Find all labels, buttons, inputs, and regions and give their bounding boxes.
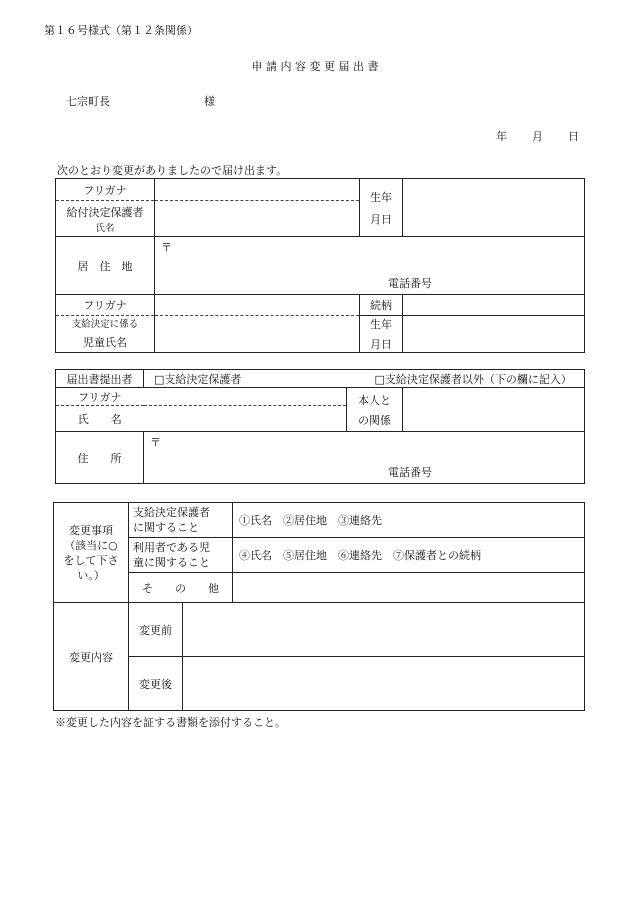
submitter-address-field[interactable] bbox=[144, 432, 585, 484]
guardian-furigana-field[interactable] bbox=[155, 179, 360, 201]
change-content-label: 変更内容 bbox=[54, 603, 129, 711]
guardian-name-field[interactable] bbox=[155, 201, 360, 237]
submitter-postal-mark: 〒 bbox=[150, 436, 161, 449]
submitter-label: 届出書提出者 bbox=[56, 370, 144, 388]
guardian-birth-field[interactable] bbox=[403, 179, 585, 237]
before-label: 変更前 bbox=[129, 603, 183, 657]
submitter-table bbox=[55, 369, 585, 484]
footnote: ※変更した内容を証する書類を添付すること。 bbox=[55, 716, 286, 729]
other-field[interactable] bbox=[233, 573, 585, 603]
submitter-furigana-label: フリガナ bbox=[56, 388, 144, 406]
submitter-furigana-field[interactable] bbox=[144, 388, 347, 406]
submitter-phone-label: 電話番号 bbox=[388, 466, 432, 479]
after-label: 変更後 bbox=[129, 657, 183, 711]
date-month: 月 bbox=[532, 130, 543, 143]
guardian-related-label: 支給決定保護者 に関すること bbox=[129, 503, 233, 538]
submitter-name-field[interactable] bbox=[144, 406, 347, 432]
furigana2-label: フリガナ bbox=[56, 295, 155, 316]
relation-label: 続柄 bbox=[360, 295, 403, 316]
submitter-relation-label: 本人と の関係 bbox=[347, 388, 403, 432]
residence-field[interactable] bbox=[155, 237, 585, 295]
child-name-label: 支給決定に係る 児童氏名 bbox=[56, 316, 155, 353]
child-related-label: 利用者である児 童に関すること bbox=[129, 538, 233, 573]
other-label: そ の 他 bbox=[129, 573, 233, 603]
postal-mark: 〒 bbox=[161, 241, 172, 254]
guardian-name-label: 給付決定保護者 氏名 bbox=[56, 201, 155, 237]
child-name-field[interactable] bbox=[155, 316, 360, 353]
birth2-label: 生年 月日 bbox=[360, 316, 403, 353]
submitter-name-label: 氏 名 bbox=[56, 406, 144, 432]
before-field[interactable] bbox=[183, 603, 585, 657]
page-title: 申 請 内 容 変 更 届 出 書 bbox=[251, 60, 379, 73]
child-change-options[interactable]: ④氏名 ⑤居住地 ⑥連絡先 ⑦保護者との続柄 bbox=[233, 538, 585, 573]
option-guardian[interactable]: □支給決定保護者 bbox=[144, 370, 347, 388]
child-furigana-field[interactable] bbox=[155, 295, 360, 316]
residence-label: 居 住 地 bbox=[56, 237, 155, 295]
guardian-change-options[interactable]: ①氏名 ②居住地 ③連絡先 bbox=[233, 503, 585, 538]
birth-label: 生年 月日 bbox=[360, 179, 403, 237]
child-birth-field[interactable] bbox=[403, 316, 585, 353]
option-other[interactable]: □支給決定保護者以外（下の欄に記入） bbox=[347, 370, 585, 388]
date-year: 年 bbox=[496, 130, 507, 143]
form-number: 第１６号様式（第１２条関係） bbox=[44, 24, 198, 37]
after-field[interactable] bbox=[183, 657, 585, 711]
addressee: 七宗町長 bbox=[66, 95, 110, 108]
furigana-label: フリガナ bbox=[56, 179, 155, 201]
change-table bbox=[53, 502, 585, 711]
date-day: 日 bbox=[568, 130, 579, 143]
applicant-table bbox=[55, 178, 585, 353]
intro-text: 次のとおり変更がありましたので届け出ます。 bbox=[57, 164, 288, 177]
phone-label: 電話番号 bbox=[388, 277, 432, 290]
change-items-label: 変更事項 （該当に○ をして下さ い。） bbox=[54, 503, 129, 603]
submitter-address-label: 住 所 bbox=[56, 432, 144, 484]
relation-field[interactable] bbox=[403, 295, 585, 316]
submitter-relation-field[interactable] bbox=[403, 388, 585, 432]
honorific: 様 bbox=[204, 95, 215, 108]
